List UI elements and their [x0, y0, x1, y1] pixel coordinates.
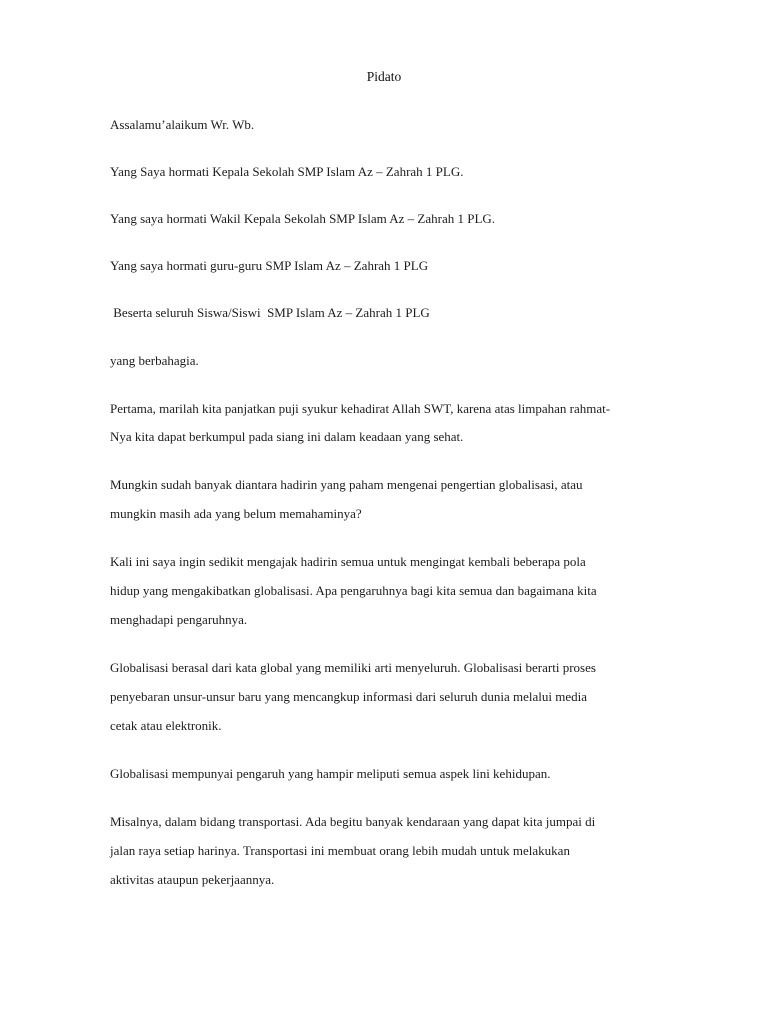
paragraph-line: Kali ini saya ingin sedikit mengajak hadirin semua untuk mengingat kembali beberapa pola [110, 554, 586, 569]
paragraph-line: Mungkin sudah banyak diantara hadirin yang paham mengenai pengertian globalisasi, atau [110, 477, 583, 492]
paragraph-line: Globalisasi berasal dari kata global yang memiliki arti menyeluruh. Globalisasi berarti proses [110, 660, 596, 675]
greeting-line: Assalamu’alaikum Wr. Wb. [110, 117, 255, 132]
paragraph-line: Misalnya, dalam bidang transportasi. Ada begitu banyak kendaraan yang dapat kita jumpai di [110, 814, 596, 829]
paragraph-line: Globalisasi mempunyai pengaruh yang hampir meliputi semua aspek lini kehidupan. [110, 766, 551, 781]
salutation-line: Yang saya hormati guru-guru SMP Islam Az – Zahrah 1 PLG [110, 258, 429, 273]
salutation-line: Yang saya hormati Wakil Kepala Sekolah SMP Islam Az – Zahrah 1 PLG. [110, 211, 496, 226]
paragraph-line: penyebaran unsur-unsur baru yang mencangkup informasi dari seluruh dunia melalui media [110, 689, 587, 704]
salutation-line: yang berbahagia. [110, 353, 199, 368]
paragraph-line: Nya kita dapat berkumpul pada siang ini dalam keadaan yang sehat. [110, 429, 464, 444]
salutation-line: Yang Saya hormati Kepala Sekolah SMP Islam Az – Zahrah 1 PLG. [110, 164, 464, 179]
paragraph-line: Pertama, marilah kita panjatkan puji syukur kehadirat Allah SWT, karena atas limpahan rahmat- [110, 401, 611, 416]
paragraph-line: menghadapi pengaruhnya. [110, 612, 248, 627]
paragraph-line: jalan raya setiap harinya. Transportasi ini membuat orang lebih mudah untuk melakukan [110, 843, 570, 858]
salutation-line: Beserta seluruh Siswa/Siswi SMP Islam Az – Zahrah 1 PLG [110, 305, 430, 320]
paragraph-line: aktivitas ataupun pekerjaannya. [110, 872, 275, 887]
document-title: Pidato [366, 69, 402, 84]
paragraph-line: cetak atau elektronik. [110, 718, 222, 733]
paragraph-line: mungkin masih ada yang belum memahaminya? [110, 506, 362, 521]
paragraph-line: hidup yang mengakibatkan globalisasi. Apa pengaruhnya bagi kita semua dan bagaimana kita [110, 583, 597, 598]
